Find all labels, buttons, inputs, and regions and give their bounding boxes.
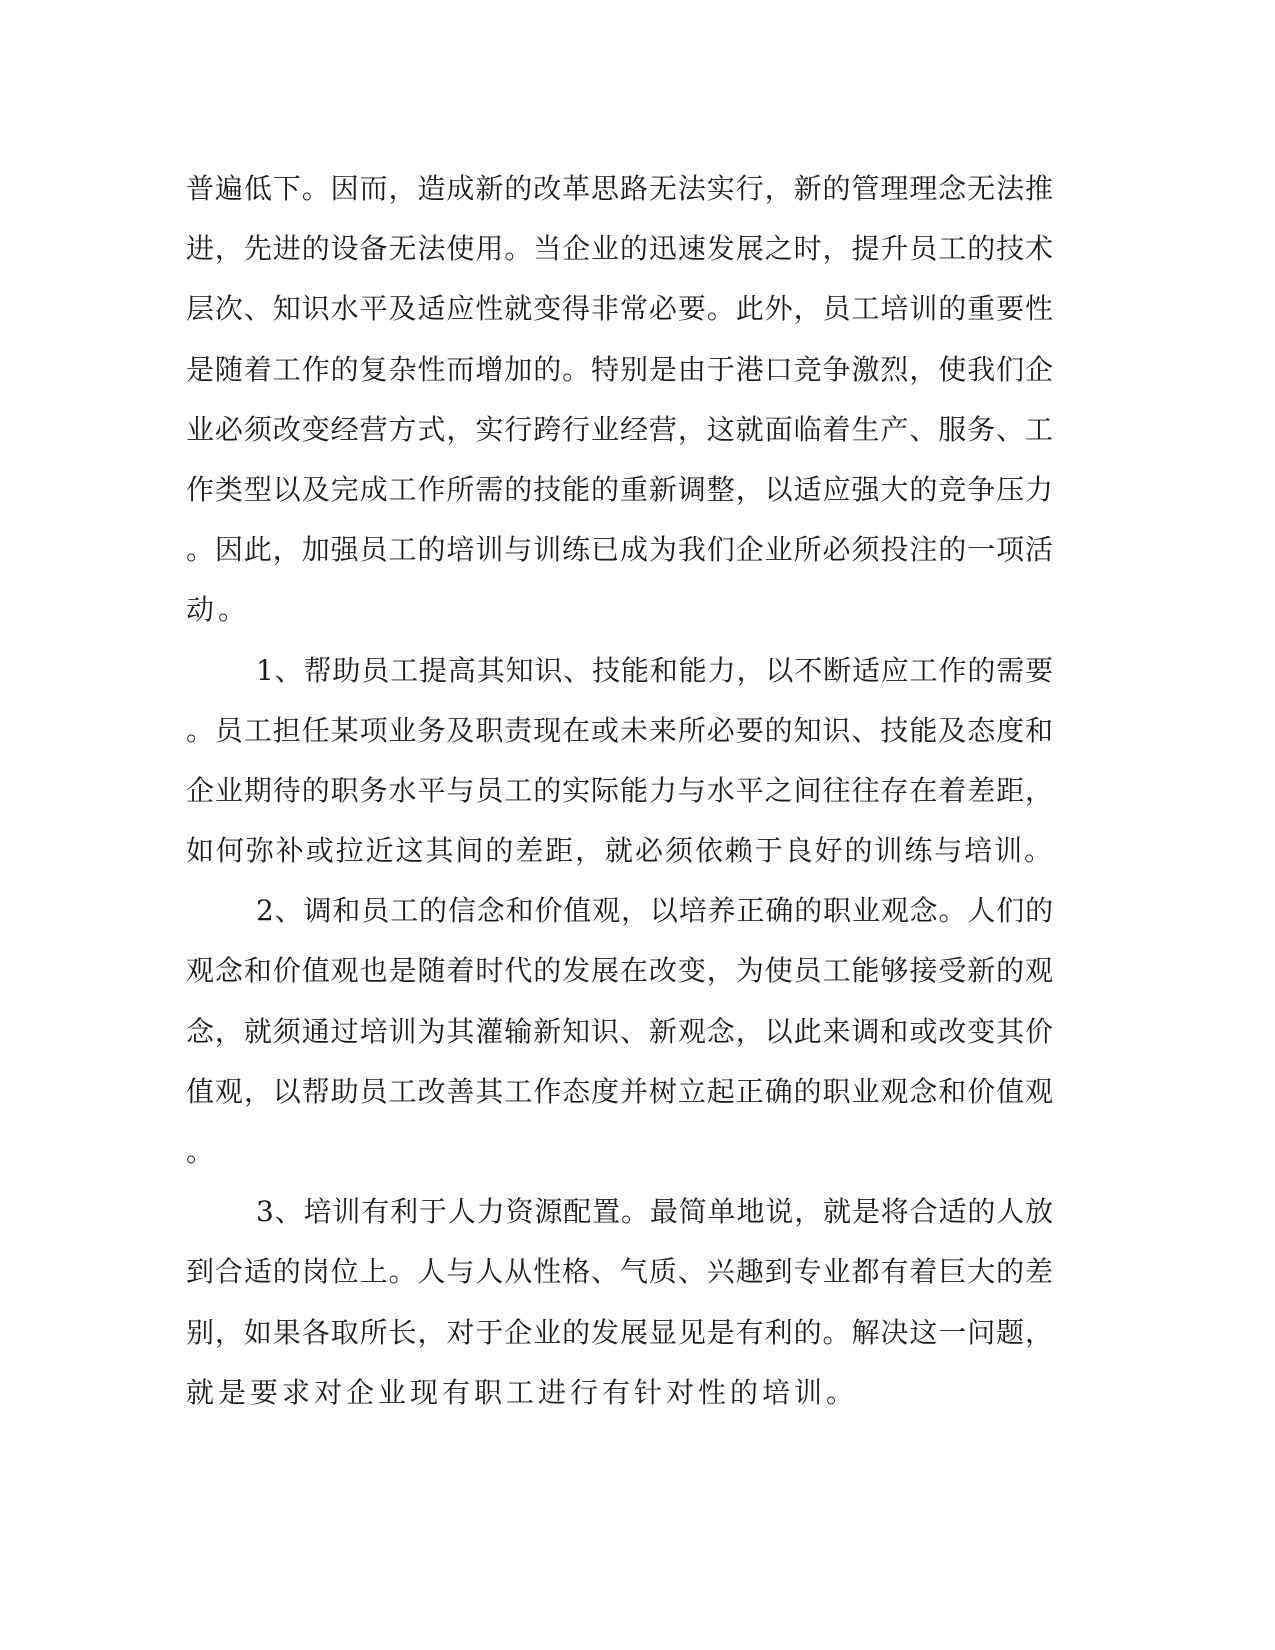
text-line: 动。 <box>186 593 251 627</box>
text-line: 层次、知识水平及适应性就变得非常必要。此外，员工培训的重要性 <box>186 292 1054 326</box>
text-line: 业必须改变经营方式，实行跨行业经营，这就面临着生产、服务、工 <box>186 412 1054 446</box>
text-line: 就是要求对企业现有职工进行有针对性的培训。 <box>186 1375 859 1409</box>
paragraph-first-line: 2、调和员工的信念和价值观，以培养正确的职业观念。人们的 <box>256 894 1054 928</box>
text-line: 到合适的岗位上。人与人从性格、气质、兴趣到专业都有着巨大的差 <box>186 1255 1054 1289</box>
text-line: 是随着工作的复杂性而增加的。特别是由于港口竞争激烈，使我们企 <box>186 352 1054 386</box>
text-line: 。因此，加强员工的培训与训练已成为我们企业所必须投注的一项活 <box>186 533 1054 567</box>
text-line: 企业期待的职务水平与员工的实际能力与水平之间往往存在着差距， <box>186 773 1054 807</box>
paragraph-first-line: 1、帮助员工提高其知识、技能和能力，以不断适应工作的需要 <box>256 653 1054 687</box>
text-line: 观念和价值观也是随着时代的发展在改变，为使员工能够接受新的观 <box>186 954 1054 988</box>
paragraph-first-line: 3、培训有利于人力资源配置。最简单地说，就是将合适的人放 <box>256 1195 1054 1229</box>
body-text <box>186 159 1054 1423</box>
text-line: 。员工担任某项业务及职责现在或未来所必要的知识、技能及态度和 <box>186 713 1054 747</box>
text-line: 进，先进的设备无法使用。当企业的迅速发展之时，提升员工的技术 <box>186 232 1054 266</box>
text-line: 普遍低下。因而，造成新的改革思路无法实行，新的管理理念无法推 <box>186 172 1054 205</box>
text-line: 值观，以帮助员工改善其工作态度并树立起正确的职业观念和价值观 <box>186 1074 1054 1108</box>
text-line: 。 <box>186 1135 219 1168</box>
text-line: 念，就须通过培训为其灌输新知识、新观念，以此来调和或改变其价 <box>186 1014 1054 1048</box>
text-line: 作类型以及完成工作所需的技能的重新调整，以适应强大的竞争压力 <box>186 472 1054 506</box>
text-line: 如何弥补或拉近这其间的差距，就必须依赖于良好的训练与培训。 <box>186 834 1054 868</box>
text-line: 别，如果各取所长，对于企业的发展显见是有利的。解决这一问题， <box>186 1315 1054 1349</box>
